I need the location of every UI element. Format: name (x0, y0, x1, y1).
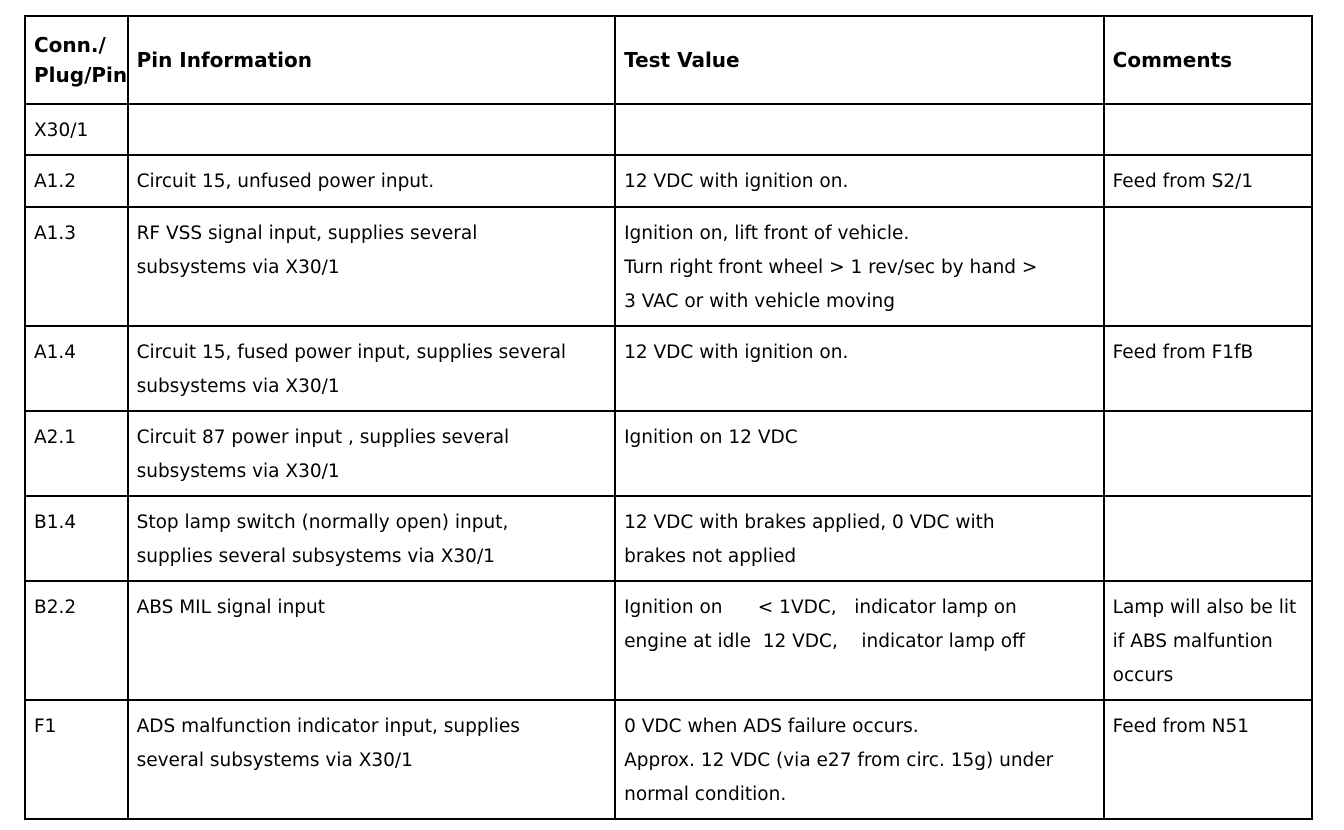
pin-info-line: Circuit 15, fused power input, supplies several (136, 342, 567, 363)
header-comments: Comments (1104, 16, 1312, 104)
header-pin-information: Pin Information (128, 16, 616, 104)
test-value-cell (615, 155, 1104, 207)
header-test-value: Test Value (615, 16, 1104, 104)
pin-label: A2.1 (34, 427, 77, 448)
table-row (25, 581, 1312, 700)
pin-label: B1.4 (34, 512, 77, 533)
test-value-line: 12 VDC with ignition on. (624, 342, 849, 363)
pin-info-cell (128, 581, 616, 700)
test-value-line: Approx. 12 VDC (via e27 from circ. 15g) under (624, 750, 1054, 771)
table-row (25, 411, 1312, 496)
pin-label: X30/1 (34, 120, 89, 141)
test-value-cell (615, 104, 1104, 155)
pin-info-line: Circuit 15, unfused power input. (136, 171, 435, 192)
pin-test-table (24, 15, 1313, 820)
test-value-line: 12 VDC with ignition on. (624, 171, 849, 192)
header-conn-line-1: Conn./ (34, 33, 106, 57)
test-value-line: 3 VAC or with vehicle moving (624, 291, 895, 312)
comment-line: if ABS malfuntion (1112, 631, 1273, 652)
header-row (25, 16, 1312, 104)
pin-info-line: subsystems via X30/1 (136, 257, 340, 278)
comment-line: Feed from F1fB (1112, 342, 1254, 363)
table-row (25, 104, 1312, 155)
test-value-line: engine at idle 12 VDC, indicator lamp off (624, 631, 1025, 652)
pin-info-line: subsystems via X30/1 (136, 461, 340, 482)
test-value-cell (615, 700, 1104, 819)
test-value-line: normal condition. (624, 784, 787, 805)
pin-label: A1.3 (34, 223, 77, 244)
pin-info-cell (128, 496, 616, 581)
comment-line: Feed from S2/1 (1112, 171, 1254, 192)
pin-cell (25, 411, 128, 496)
test-value-line: Ignition on < 1VDC, indicator lamp on (624, 597, 1017, 618)
test-value-cell (615, 581, 1104, 700)
test-value-line: Turn right front wheel > 1 rev/sec by hand > (624, 257, 1038, 278)
table-row (25, 155, 1312, 207)
pin-cell (25, 700, 128, 819)
table-row (25, 207, 1312, 326)
pin-info-cell (128, 207, 616, 326)
pin-info-cell (128, 104, 616, 155)
pin-info-cell (128, 155, 616, 207)
pin-info-line: Circuit 87 power input , supplies several (136, 427, 510, 448)
pin-info-cell (128, 411, 616, 496)
comment-cell (1104, 581, 1312, 700)
table-row (25, 326, 1312, 411)
test-value-line: Ignition on, lift front of vehicle. (624, 223, 910, 244)
test-value-line: brakes not applied (624, 546, 797, 567)
comment-cell (1104, 104, 1312, 155)
comment-cell (1104, 155, 1312, 207)
header-conn-plug-pin (25, 16, 128, 104)
test-value-cell (615, 326, 1104, 411)
pin-cell (25, 496, 128, 581)
pin-label: A1.4 (34, 342, 77, 363)
pin-info-line: several subsystems via X30/1 (136, 750, 413, 771)
test-value-line: Ignition on 12 VDC (624, 427, 798, 448)
pin-label: F1 (34, 716, 57, 737)
pin-info-line: Stop lamp switch (normally open) input, (136, 512, 509, 533)
pin-label: A1.2 (34, 171, 77, 192)
pin-info-cell (128, 326, 616, 411)
comment-cell (1104, 496, 1312, 581)
header-conn-line-2: Plug/Pin (34, 63, 128, 87)
comment-cell (1104, 411, 1312, 496)
pin-info-line: subsystems via X30/1 (136, 376, 340, 397)
test-value-line: 0 VDC when ADS failure occurs. (624, 716, 919, 737)
comment-cell (1104, 700, 1312, 819)
pin-info-line: RF VSS signal input, supplies several (136, 223, 478, 244)
pin-cell (25, 104, 128, 155)
pin-cell (25, 155, 128, 207)
table-row (25, 700, 1312, 819)
test-value-line: 12 VDC with brakes applied, 0 VDC with (624, 512, 995, 533)
test-value-cell (615, 207, 1104, 326)
comment-line: occurs (1112, 665, 1174, 686)
comment-cell (1104, 326, 1312, 411)
pin-cell (25, 581, 128, 700)
comment-line: Feed from N51 (1112, 716, 1249, 737)
pin-info-line: supplies several subsystems via X30/1 (136, 546, 495, 567)
test-value-cell (615, 496, 1104, 581)
pin-cell (25, 326, 128, 411)
test-value-cell (615, 411, 1104, 496)
pin-label: B2.2 (34, 597, 77, 618)
comment-line: Lamp will also be lit (1112, 597, 1297, 618)
pin-info-line: ADS malfunction indicator input, supplies (136, 716, 520, 737)
pin-info-cell (128, 700, 616, 819)
table-row (25, 496, 1312, 581)
pin-cell (25, 207, 128, 326)
comment-cell (1104, 207, 1312, 326)
pin-info-line: ABS MIL signal input (136, 597, 326, 618)
